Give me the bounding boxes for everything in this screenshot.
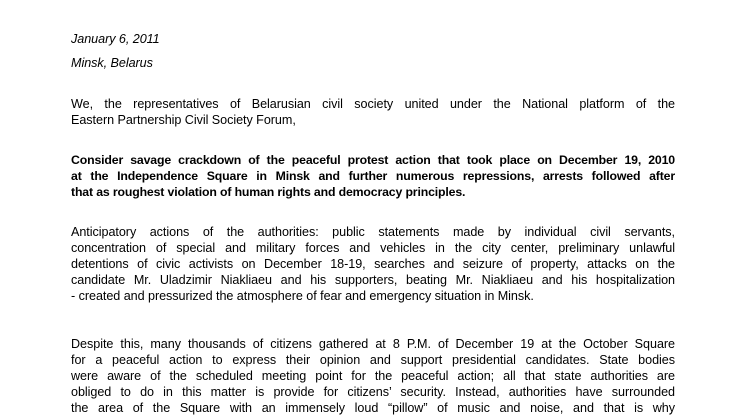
anticipatory-line-2: concentration of special and military forces and vehicles in the city center, preliminary unlawful	[71, 241, 675, 255]
despite-line-1: Despite this, many thousands of citizens gathered at 8 P.M. of December 19 at the October Square	[71, 337, 675, 351]
intro-line-1: We, the representatives of Belarusian civil society united under the National platform of the	[71, 97, 675, 111]
statement-line-1: Consider savage crackdown of the peaceful protest action that took place on December 19, 2010	[71, 153, 675, 167]
despite-line-5: the area of the Square with an immensely loud “pillow” of music and noise, and that is why	[71, 401, 675, 415]
anticipatory-line-3: detentions of civic activists on December 18-19, searches and seizure of property, attacks on the	[71, 257, 675, 271]
statement-line-3: that as roughest violation of human rights and democracy principles.	[71, 185, 466, 199]
despite-line-4: obliged to do in this matter is provide for citizens’ security. Instead, authorities have surrounded	[71, 385, 675, 399]
despite-line-2: for a peaceful action to express their opinion and support presidential candidates. State bodies	[71, 353, 675, 367]
despite-line-3: were aware of the scheduled meeting point for the peaceful action; all that state authorities are	[71, 369, 675, 383]
anticipatory-line-4: candidate Mr. Uladzimir Niakliaeu and his supporters, beating Mr. Niakliaeu and his hospitalization	[71, 273, 675, 287]
anticipatory-line-5: - created and pressurized the atmosphere of fear and emergency situation in Minsk.	[71, 289, 534, 303]
letter-place: Minsk, Belarus	[71, 56, 153, 70]
letter-date: January 6, 2011	[71, 32, 160, 46]
statement-line-2: at the Independence Square in Minsk and further numerous repressions, arrests followed after	[71, 169, 675, 183]
intro-line-2: Eastern Partnership Civil Society Forum,	[71, 113, 296, 127]
anticipatory-line-1: Anticipatory actions of the authorities: public statements made by individual civil servants,	[71, 225, 675, 239]
